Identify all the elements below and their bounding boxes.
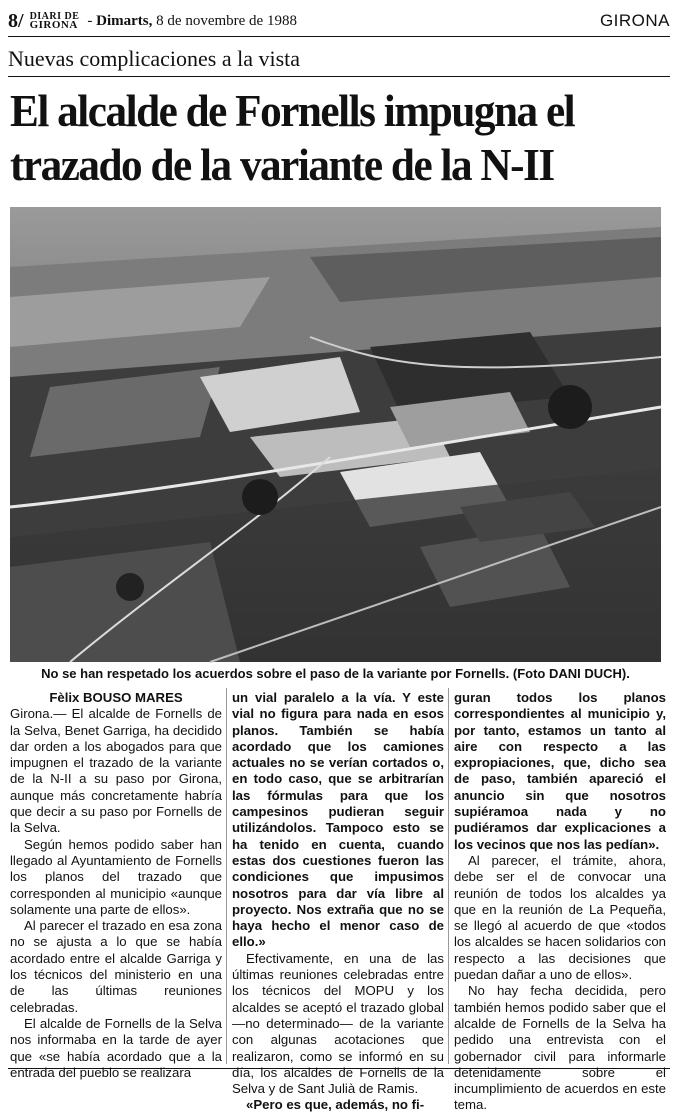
newspaper-logo — [30, 12, 80, 30]
paragraph: Según hemos podido saber han llegado al Ayuntamiento de Fornells los planos del trazado que corresponden al municipio «aunque solamente una parte de ellos». — [10, 836, 222, 917]
column-divider — [448, 688, 449, 1064]
page-number: 8/ — [8, 9, 24, 32]
section-name: GIRONA — [599, 11, 670, 30]
paragraph: Al parecer, el trámite, ahora, debe ser el de convocar una reunión de todos los alcaldes ya que en la reunión de La Pequeña, se llegó al acuerdo de que «todos los alcaldes se hacen solidarios con respecto a las decisiones que puedan dañar a uno de ellos». — [454, 852, 666, 983]
date-separator: - — [87, 12, 93, 29]
masthead — [8, 8, 670, 34]
body-column-3 — [454, 690, 666, 1113]
column-divider — [226, 688, 227, 1064]
logo-line-1: DIARI DE — [29, 11, 80, 22]
bottom-rule — [8, 1068, 670, 1069]
article-headline: El alcalde de Fornells impugna el trazado de la variante de la N-II — [10, 85, 575, 190]
paragraph: «Pero es que, además, no fi- — [246, 1097, 425, 1113]
paragraph: Al parecer el trazado en esa zona no se ajusta a lo que se había acordado entre el alcalde Garriga y los técnicos del ministerio en una de las últimas reuniones celebradas. — [10, 918, 222, 1015]
paragraph: El alcalde de Fornells de la Selva nos informaba en la tarde de ayer que «se había acordado que a la entrada del pueblo se realizara — [10, 1015, 222, 1080]
masthead-rule — [8, 36, 670, 37]
body-column-1 — [10, 690, 222, 1080]
byline: Fèlix BOUSO MARES — [49, 690, 183, 705]
paragraph: un vial paralelo a la vía. Y este vial no figura para nada en esos planos. También se había acordado que los camiones actuales no se verían cortados o, en todo caso, que se arbitrarían las fórmulas para que los campesinos pudieran seguir utilizándolos. Tampoco esto se ha tenido en cuenta, cuando estas dos cuestiones fueron las condiciones que impusimos nosotros para dar vía libre al proyecto. Nos extraña que no se haya hecho el menor caso de ello.» — [232, 690, 444, 950]
paragraph: Girona.— El alcalde de Fornells de la Selva, Benet Garriga, ha decidido dar orden a los abogados para que impugnen el trazado de la variante de la N-II a su paso por Girona, aunque más concretamente habría que decir a su paso por Fornells de la Selva. — [10, 706, 222, 836]
issue-date-text: 8 de novembre de 1988 — [156, 12, 297, 29]
kicker-rule — [8, 76, 670, 77]
aerial-photo — [10, 207, 661, 662]
logo-line-2: GIRONA — [29, 19, 78, 31]
photo-caption: No se han respetado los acuerdos sobre el paso de la variante por Fornells. (Foto DANI DUCH). — [41, 666, 630, 681]
paragraph: Efectivamente, en una de las últimas reuniones celebradas entre los técnicos del MOPU y los alcaldes se aceptó el trazado global —no determinado— de la variante con algunas acotaciones que realizaron, como se informó en su día, los alcaldes de Fornells de la Selva y de Sant Julià de Ramis. — [232, 950, 444, 1097]
body-column-2 — [232, 690, 444, 1113]
issue-date — [87, 13, 297, 30]
paragraph: No hay fecha decidida, pero también hemos podido saber que el alcalde de Fornells de la Selva ha pedido una entrevista con el gobernador civil para informarle detenidamente sobre el incumplimiento de acuerdos en este tema. — [454, 983, 666, 1113]
issue-day: Dimarts, — [96, 12, 153, 29]
aerial-photo-drawing — [10, 207, 661, 662]
paragraph: guran todos los planos correspondientes al municipio y, por tanto, estamos un tanto al aire con respecto a las expropiaciones, que, dicho sea de paso, también apareció el anuncio sin que nosotros supiéramoa nada y no pudiéramos dar explicaciones a los vecinos que nos las pedían». — [454, 690, 666, 852]
article-kicker: Nuevas complicaciones a la vista — [8, 46, 301, 71]
